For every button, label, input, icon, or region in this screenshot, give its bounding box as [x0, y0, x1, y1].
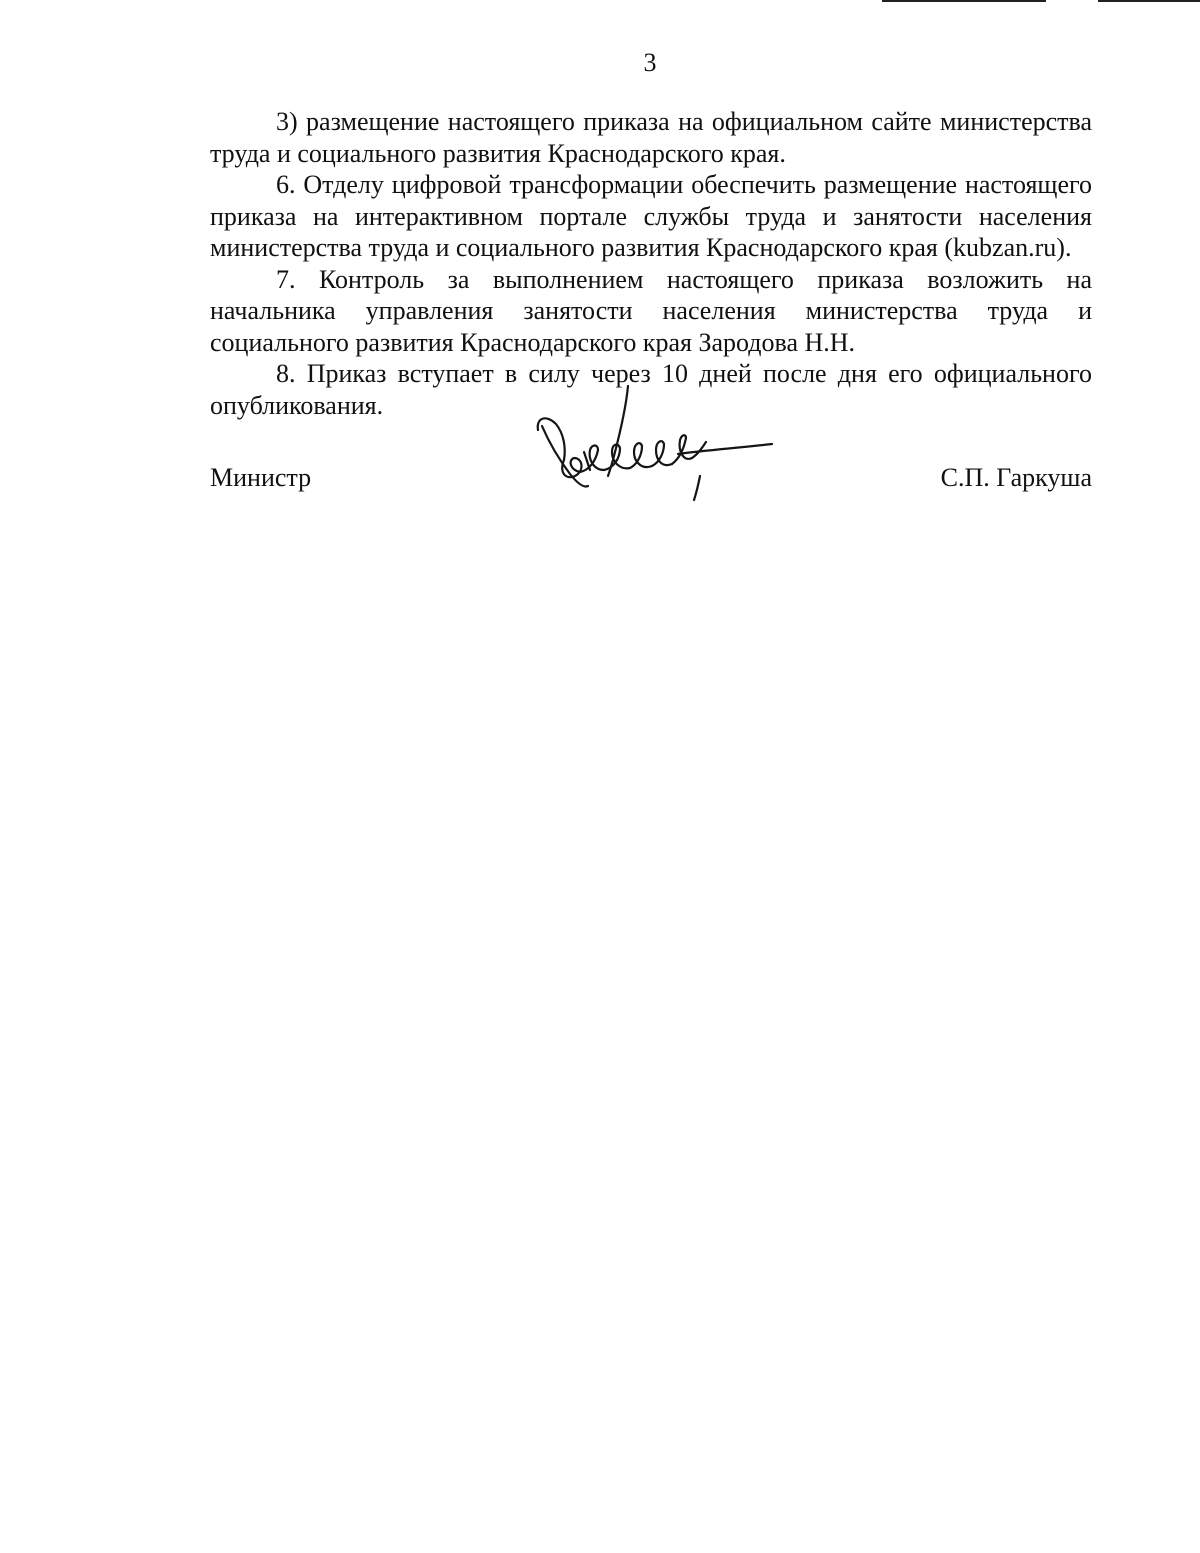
top-rule-right: [1098, 0, 1200, 2]
page-number: 3: [643, 48, 657, 77]
signer-name: С.П. Гаркуша: [940, 463, 1092, 492]
paragraph-item-6: 6. Отделу цифровой трансформации обеспечить размещение настоящего приказа на интерактивном портале службы труда и занятости населения министерства труда и социального развития Краснодарского края (kubzan.ru).: [210, 170, 1092, 262]
paragraph-item-8: 8. Приказ вступает в силу через 10 дней после дня его официального опубликования.: [210, 359, 1092, 420]
paragraph-item-3: 3) размещение настоящего приказа на официальном сайте министерства труда и социального развития Краснодарского края.: [210, 107, 1092, 168]
document-body: [210, 106, 1092, 421]
handwritten-signature: [528, 378, 778, 518]
paragraph-item-7: 7. Контроль за выполнением настоящего приказа возложить на начальника управления занятости населения министерства труда и социального развития Краснодарского края Зародова Н.Н.: [210, 264, 1092, 357]
top-rule-left: [882, 0, 1046, 2]
signer-title: Министр: [210, 463, 312, 492]
